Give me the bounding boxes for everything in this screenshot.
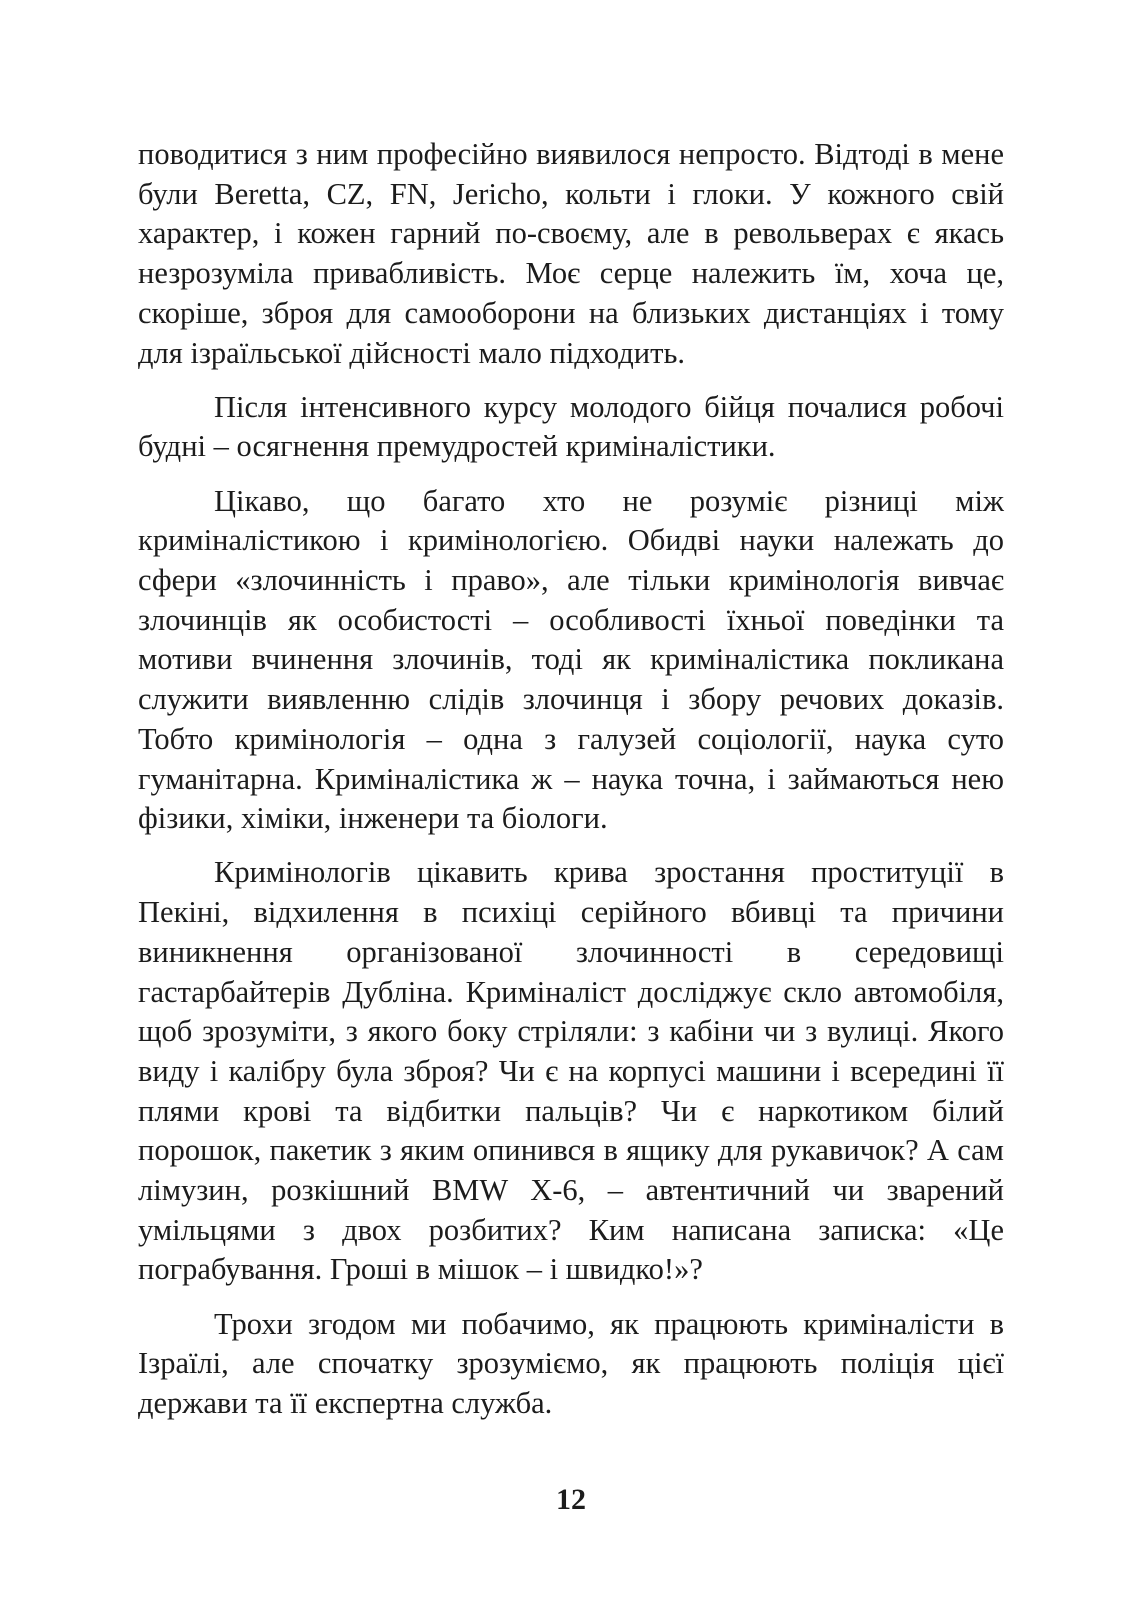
paragraph-5: Трохи згодом ми побачимо, як працюють криміналісти в Ізраїлі, але спочатку зрозуміємо, як працюють поліція цієї держави та її експертна служба. bbox=[138, 1306, 1004, 1421]
page-number: 12 bbox=[556, 1483, 586, 1516]
paragraph-1: поводитися з ним професійно виявилося непросто. Відтоді в мене були Beretta, CZ, FN, Jericho, кольти і глоки. У кожного свій характер, і кожен гарний по-своєму, але в револьверах є якась незрозуміла привабливість. Моє серце належить їм, хоча це, скоріше, зброя для самооборони на близьких дистанціях і тому для ізраїльської дійсності мало підходить. bbox=[138, 137, 1004, 370]
paragraph-4: Кримінологів цікавить крива зростання проституції в Пекіні, відхилення в психіці серійного вбивці та причини виникнення організованої злочинності в середовищі гастарбайтерів Дубліна. Криміналіст досліджує скло автомобіля, щоб зрозуміти, з якого боку стріляли: з кабіни чи з вулиці. Якого виду і калібру була зброя? Чи є на корпусі машини і всередині її плями крові та відбитки пальців? Чи є наркотиком білий порошок, пакетик з яким опинився в ящику для рукавичок? А сам лімузин, розкішний BMW X-6, – автентичний чи зварений умільцями з двох розбитих? Ким написана записка: «Це пограбування. Гроші в мішок – і швидко!»? bbox=[138, 855, 1004, 1287]
body-text bbox=[138, 135, 1004, 1438]
paragraph-2: Після інтенсивного курсу молодого бійця почалися робочі будні – осягнення премудростей криміналістики. bbox=[138, 389, 1004, 464]
paragraph-3: Цікаво, що багато хто не розуміє різниці між криміналістикою і кримінологією. Обидві науки належать до сфери «злочинність і право», але тільки кримінологія вивчає злочинців як особистості – особливості їхньої поведінки та мотиви вчинення злочинів, тоді як криміналістика покликана служити виявленню слідів злочинця і збору речових доказів. Тобто кримінологія – одна з галузей соціології, наука суто гуманітарна. Криміналістика ж – наука точна, і займаються нею фізики, хіміки, інженери та біологи. bbox=[138, 483, 1004, 836]
